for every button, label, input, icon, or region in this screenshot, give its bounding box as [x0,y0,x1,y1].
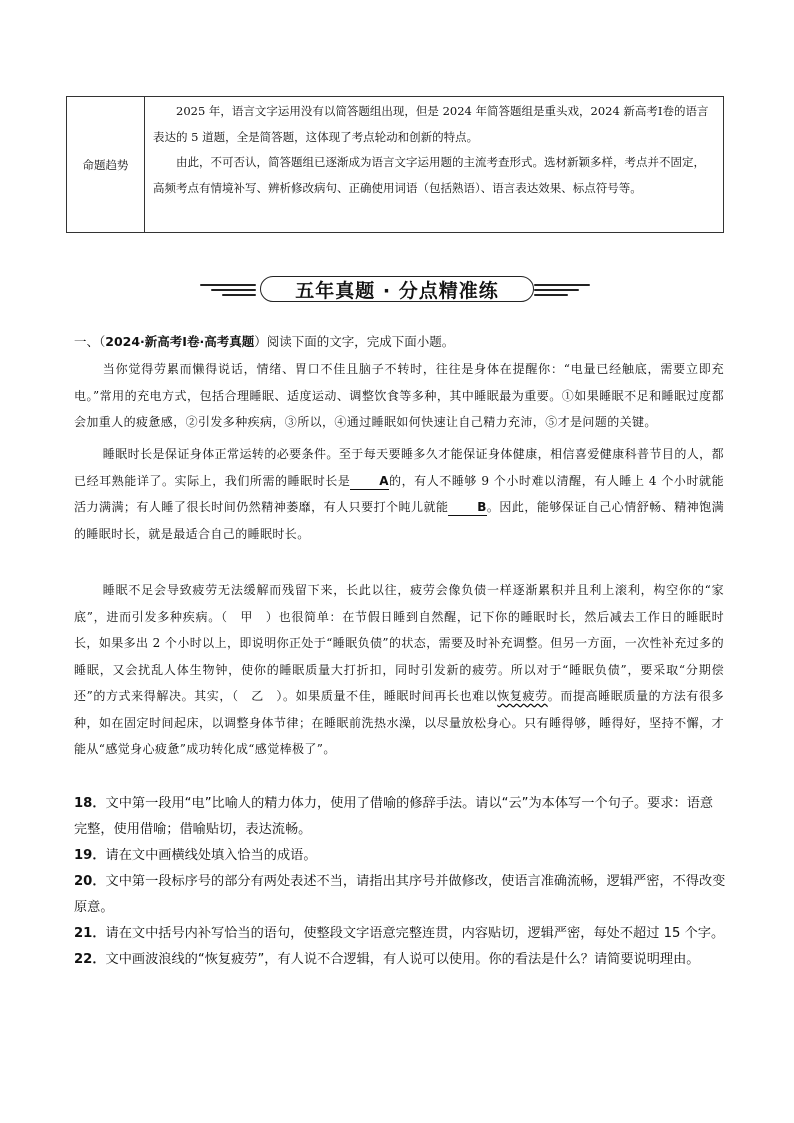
question-prefix: 一、（ [74,334,106,349]
passage-paragraph-1 [74,356,724,436]
question-text: 文中第一段标序号的部分有两处表述不当，请指出其序号并做修改，使语言准确流畅，逻辑严密，不得改变原意。 [74,874,726,915]
banner-decoration-left [200,284,256,299]
question-number: 18． [74,796,106,811]
question-number: 22． [74,952,106,967]
text-segment: 。而提高睡眠质量的方法有很多种，如在固定时间起床，以调整身体节律；在睡眠前洗热水澡，以尽量放松身心。只有睡得够，睡得好，坚持不懈，才能从“感觉身心疲惫”成功转化成“感觉棒极了”。 [74,689,724,756]
question-text: 文中第一段用“电”比喻人的精力体力，使用了借喻的修辞手法。请以“云”为本体写一个句子。要求：语意完整，使用借喻；借喻贴切，表达流畅。 [74,796,714,837]
banner-decoration-right [534,284,590,299]
paragraph-text: 当你觉得劳累而懒得说话，情绪、胃口不佳且脑子不转时，往往是身体在提醒你：“电量已经触底，需要立即充电。”常用的充电方式，包括合理睡眠、适度运动、调整饮食等多种，其中睡眠最为重要。①如果睡眠不足和睡眠过度都会加重人的疲惫感，②引发多种疾病，③所以，④通过睡眠如何快速让自己精力充沛，⑤才是问题的关键。 [74,362,724,429]
text-segment: 。因此，能够保证自己心情舒畅、精神饱满的睡眠时长，就是最适合自己的睡眠时长。 [74,500,724,541]
blank-a: A [350,473,388,490]
question-text: 请在文中括号内补写恰当的语句，使整段文字语意完整连贯，内容贴切，逻辑严密，每处不超过 15 个字。 [105,926,725,941]
section-title: 五年真题 · 分点精准练 [260,276,534,302]
question-item [74,843,726,869]
passage-paragraph-3 [74,577,724,763]
trend-paragraph: 由此，不可否认，简答题组已逐渐成为语言文字运用题的主流考查形式。选材新颖多样，考点并不固定，高频考点有情境补写、辨析修改病句、正确使用词语（包括熟语）、语言表达效果、标点符号等。 [153,155,705,195]
passage-paragraph-2 [74,441,724,547]
question-text: 文中画波浪线的“恢复疲劳”，有人说不合逻辑，有人说可以使用。你的看法是什么？请简要说明理由。 [105,952,700,967]
trend-label: 命题趋势 [67,97,145,232]
question-number: 21． [74,926,106,941]
question-heading [74,332,454,350]
blank-b: B [448,499,486,516]
question-number: 20． [74,874,106,889]
question-text: 请在文中画横线处填入恰当的成语。 [105,848,317,863]
question-source: 2024·新高考Ⅰ卷·高考真题 [105,334,255,349]
trend-paragraph: 2025 年，语言文字运用没有以简答题组出现，但是 2024 年简答题组是重头戏，2024 新高考Ⅰ卷的语言表达的 5 道题，全是简答题，这体现了考点轮动和创新的特点。 [153,104,709,144]
text-segment: 睡眠时长是保证身体正常运转的必要条件。至于每天要睡多久才能保证身体健康，相信喜爱健康科普节目的人，都已经耳熟能详了。实际上，我们所需的睡眠时长是 [74,447,724,488]
section-banner [200,276,590,306]
wavy-underlined-phrase: 恢复疲劳 [497,689,548,703]
question-list [74,791,726,973]
exam-trend-table [66,96,724,233]
question-item [74,869,726,921]
paragraph-text [74,441,724,547]
question-item [74,921,726,947]
text-segment: 睡眠不足会导致疲劳无法缓解而残留下来，长此以往，疲劳会像负债一样逐渐累积并且利上滚利，构空你的“家底”，进而引发多种疾病。（ 甲 ）也很简单：在节假日睡到自然醒，记下你的睡眠时长，然后减去工作日的睡眠时长，如果多出 2 个小时以上，即说明你正处于“睡眠负债”的状态，需要及时补充调整。但另一方面，一次性补充过多的睡眠，又会扰乱人体生物钟，使你的睡眠质量大打折扣，同时引发新的疲劳。所以对于“睡眠负债”，要采取“分期偿还”的方式来得解决。其实，（ 乙 ）。如果质量不佳，睡眠时间再长也难以 [74,583,724,703]
question-item [74,791,726,843]
question-item [74,947,726,973]
question-number: 19． [74,848,106,863]
text-segment: 的，有人不睡够 9 个小时难以清醒，有人睡上 4 个小时就能活力满满；有人睡了很长时间仍然精神萎靡，有人只要打个盹儿就能 [74,473,724,514]
paragraph-text [74,577,724,763]
trend-content [145,97,723,232]
question-instruction: ）阅读下面的文字，完成下面小题。 [254,334,455,349]
